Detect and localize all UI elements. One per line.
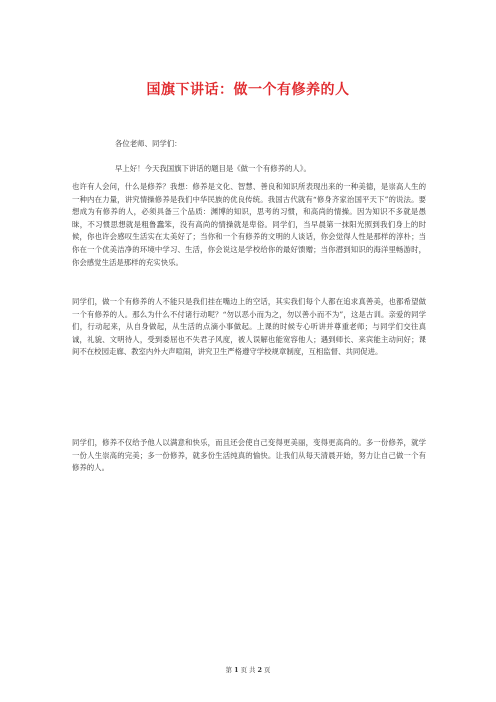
opening-line: 早上好！今天我国旗下讲话的题目是《做一个有修养的人》。 [115, 164, 311, 173]
page-footer [0, 665, 496, 674]
footer-page-number: 1 [234, 666, 239, 674]
footer-middle: 页 共 [240, 666, 256, 674]
salutation: 各位老师、同学们： [115, 139, 182, 148]
paragraph-3: 同学们，修养不仅给予他人以满意和快乐，而且还会使自己变得更美丽，变得更高尚的。多一份修养，就学一份人生崇高的完美；多一份修养，就多份生活纯真的愉快。让我们从每天清晨开始，努力让自己做一个有修养的人。 [72, 438, 426, 473]
document-title: 国旗下讲话：做一个有修养的人 [146, 82, 350, 98]
paragraph-2: 同学们，做一个有修养的人不能只是我们挂在嘴边上的空话，其实我们每个人都在追求真善美，也都希望做一个有修养的人。那么为什么不付诸行动呢？“勿以恶小而为之，勿以善小而不为”，这是古训。亲爱的同学们，行动起来，从自身做起，从生活的点滴小事做起。上课的时候专心听讲并尊重老师；与同学们交往真诚，礼貌、文明待人，受到委屈也不失君子风度，被人误解也能宽容他人；遇到师长、来宾能主动问好；课间不在校园走廊、教室内外大声喧闹，讲究卫生严格遵守学校规章制度，互相监督、共同促进。 [72, 297, 426, 357]
paragraph-1: 也许有人会问，什么是修养？我想：修养是文化、智慧、善良和知识所表现出来的一种美德，是崇高人生的一种内在力量，讲究情操修养是我们中华民族的优良传统。我国古代就有“修身齐家治国平天下”的说法。要想成为有修养的人，必须具备三个品质：渊博的知识，思考的习惯，和高尚的情操。因为知识不多就是愚昧，不习惯思想就是粗鲁蠢笨，没有高尚的情操就是卑俗。同学们，当早晨第一抹阳光照到我们身上的时候，你也许会感叹生活实在太美好了；当你和一个有修养的文明的人谈话，你会觉得人性是那样的淳朴；当你在一个优美洁净的环境中学习、生活，你会说这是学校给你的最好馈赠；当你潜到知识的海洋里畅游时，你会感觉生活是那样的充实快乐。 [72, 182, 426, 267]
footer-prefix: 第 [225, 666, 233, 674]
footer-suffix: 页 [263, 666, 271, 674]
footer-total-pages: 2 [257, 666, 262, 674]
